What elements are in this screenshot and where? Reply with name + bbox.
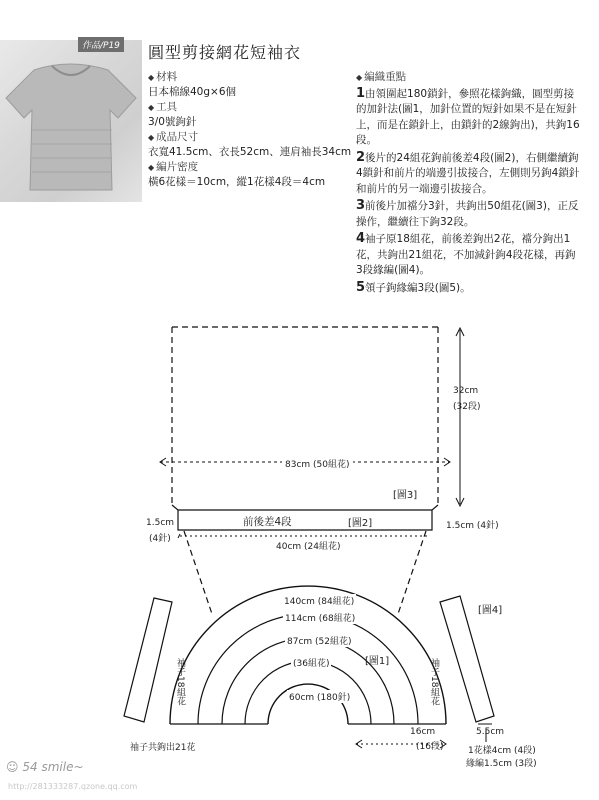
watermark-url: http://281333287.qzone.qq.com [8, 782, 138, 791]
materials-column [148, 70, 358, 190]
instruction-step: 3前後片加襠分3針，共鉤出50組花(圖3)，正反操作，繼續往下鉤32段。 [356, 198, 579, 228]
instruction-step: 5領子鉤緣編3段(圖5)。 [356, 279, 471, 295]
fig1-label: [圖1] [365, 656, 390, 667]
left-edge-label: 1.5cm [146, 518, 175, 528]
left-edge-sts-label: (4針) [149, 534, 171, 544]
page-footer [6, 760, 84, 774]
instruction-step: 4袖子原18組花，前後差鉤出2花，襠分鉤出1花，共鉤出21組花，不加減針鉤4段花樣，再鉤3段緣編(圖4)。 [356, 231, 576, 276]
instruction-step: 1由領圍起180鎖針，參照花樣鉤織，圓型剪接的加針法(圖1，加針位置的短針如果不是在短針上，而是在鎖針上，由鎖針的2線鉤出)，共鉤16段。 [356, 85, 580, 146]
cuff-edge-label: 緣編1.5cm (3段) [466, 759, 537, 769]
fig4-label: [圖4] [478, 605, 503, 616]
gauge-value: 橫6花樣＝10cm，縱1花樣4段＝4cm [148, 176, 326, 188]
cuff-pattern-label: 1花樣4cm (4段) [468, 746, 536, 756]
sweater-photo [0, 40, 142, 202]
band-text-label: 前後差4段 [243, 516, 292, 528]
sleeve-right-label: 袖子18組花 [429, 658, 439, 706]
band-width-label: 40cm (24組花) [276, 542, 341, 552]
work-tag: 作品/P19 [78, 37, 124, 52]
cuff-width-label: 5.5cm [476, 727, 505, 737]
body-height-label: 32cm [453, 386, 479, 396]
sleeve-left-label: 袖子18組花 [175, 658, 185, 706]
tools-heading: ◆ 工具 [148, 100, 358, 115]
fig2-label: [圖2] [348, 518, 373, 529]
neck-label: 60cm (180針) [287, 690, 352, 703]
materials-heading: ◆ 材料 [148, 70, 358, 85]
yoke-depth-label: 16cm [410, 727, 436, 737]
arc4-label: (36組花) [291, 656, 331, 669]
yoke-rows-label: (16段) [416, 742, 444, 752]
body-height-rows-label: (32段) [453, 402, 481, 412]
materials-value: 日本棉線40g×6個 [148, 86, 237, 98]
tools-value: 3/0號鉤針 [148, 116, 197, 128]
arc1-label: 140cm (84組花) [282, 594, 356, 607]
gauge-heading: ◆ 編片密度 [148, 160, 358, 175]
smile-icon: ☺ [6, 760, 19, 774]
instruction-step: 2後片的24組花鉤前後差4段(圖2)，右側繼續鉤4鎖針和前片的端邊引拔接合，左側則另鉤4鎖針和前片的另一端邊引拔接合。 [356, 149, 580, 195]
page-title: 圓型剪接網花短袖衣 [148, 43, 302, 62]
fig3-label: [圖3] [393, 490, 418, 501]
sleeve-bottom-note: 袖子共鉤出21花 [130, 743, 196, 753]
size-heading: ◆ 成品尺寸 [148, 130, 358, 145]
body-width-label: 83cm (50組花) [282, 457, 353, 470]
brand-text: smile~ [41, 760, 84, 774]
arc3-label: 87cm (52組花) [285, 634, 354, 647]
instructions-column [356, 70, 581, 297]
page-number: 54 [22, 760, 38, 774]
right-edge-label: 1.5cm (4針) [446, 521, 499, 531]
instructions-heading: ◆ 編織重點 [356, 70, 581, 86]
arc2-label: 114cm (68組花) [283, 611, 357, 624]
size-value: 衣寬41.5cm、衣長52cm、連肩袖長34cm [148, 146, 352, 158]
